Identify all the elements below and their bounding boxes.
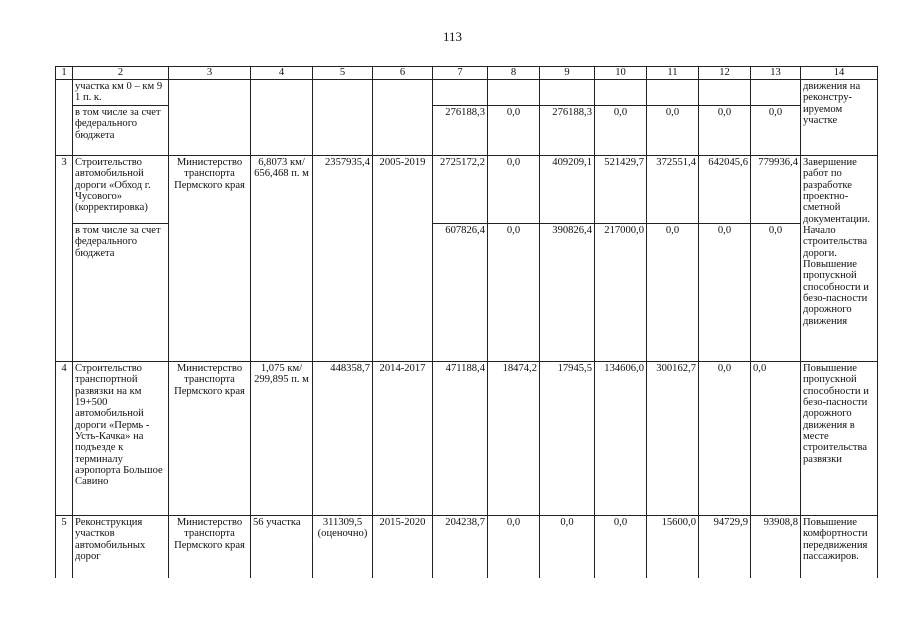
cell-value: 372551,4 (647, 156, 699, 224)
col-header: 13 (751, 67, 801, 80)
cell-name: в том числе за счет федерального бюджета (73, 224, 169, 362)
cell-org: Министерство транспорта Пермского края (169, 516, 251, 578)
cell-value: 94729,9 (699, 516, 751, 578)
col-header: 3 (169, 67, 251, 80)
cell-value: 0,0 (540, 516, 595, 578)
cell-value: 15600,0 (647, 516, 699, 578)
cell-effect: Завершение работ по разработке проектно-сметной документации. Начало строительства дороги. Повышение пропускной способности и безо-пасности дорожного движения (801, 156, 878, 362)
cell-value: 2725172,2 (433, 156, 488, 224)
cell-name: участка км 0 – км 9 1 п. к. (73, 80, 169, 106)
cell-value: 390826,4 (540, 224, 595, 362)
cell-value: 276188,3 (433, 106, 488, 156)
col-header: 9 (540, 67, 595, 80)
cell-capacity: 6,8073 км/ 656,468 п. м (251, 156, 313, 362)
col-header: 2 (73, 67, 169, 80)
cell-value: 204238,7 (433, 516, 488, 578)
cell-value: 779936,4 (751, 156, 801, 224)
col-header: 1 (56, 67, 73, 80)
cell-value: 0,0 (488, 224, 540, 362)
cell-value: 0,0 (595, 106, 647, 156)
col-header: 4 (251, 67, 313, 80)
cell-value: 0,0 (699, 106, 751, 156)
cell-cost: 448358,7 (313, 362, 373, 516)
col-header: 8 (488, 67, 540, 80)
cell-value: 0,0 (699, 224, 751, 362)
cell-value: 17945,5 (540, 362, 595, 516)
cell-num: 5 (56, 516, 73, 578)
table-row (56, 80, 878, 106)
cell-effect: Повышение комфортности передвижения пассажиров. (801, 516, 878, 578)
cell-value: 521429,7 (595, 156, 647, 224)
table-row (56, 156, 878, 224)
cell-value: 0,0 (488, 106, 540, 156)
table-row (56, 516, 878, 578)
cell-value: 0,0 (751, 224, 801, 362)
cell-cost: 311309,5 (оценочно) (313, 516, 373, 578)
column-number-row (56, 67, 878, 80)
cell-period: 2005-2019 (373, 156, 433, 362)
cell-value: 0,0 (699, 362, 751, 516)
cell-capacity: 1,075 км/ 299,895 п. м (251, 362, 313, 516)
cell-org: Министерство транспорта Пермского края (169, 362, 251, 516)
cell-value: 0,0 (488, 156, 540, 224)
cell-value: 0,0 (595, 516, 647, 578)
cell-org: Министерство транспорта Пермского края (169, 156, 251, 362)
cell-value: 471188,4 (433, 362, 488, 516)
cell-effect: движения на реконстру-ируемом участке (801, 80, 878, 156)
cell-value: 607826,4 (433, 224, 488, 362)
col-header: 14 (801, 67, 878, 80)
cell-num: 4 (56, 362, 73, 516)
cell-period: 2015-2020 (373, 516, 433, 578)
col-header: 6 (373, 67, 433, 80)
cell-value: 0,0 (751, 106, 801, 156)
col-header: 11 (647, 67, 699, 80)
cell-name: Реконструкция участков автомобильных дорог (73, 516, 169, 578)
cell-value: 300162,7 (647, 362, 699, 516)
col-header: 5 (313, 67, 373, 80)
col-header: 7 (433, 67, 488, 80)
cell-value: 642045,6 (699, 156, 751, 224)
col-header: 10 (595, 67, 647, 80)
financing-table (55, 66, 878, 578)
cell-period: 2014-2017 (373, 362, 433, 516)
page-number: 113 (442, 29, 463, 44)
cell-value: 276188,3 (540, 106, 595, 156)
cell-name: Строительство автомобильной дороги «Обход г. Чусового» (корректировка) (73, 156, 169, 224)
cell-value: 409209,1 (540, 156, 595, 224)
cell-name: Строительство транспортной развязки на км 19+500 автомобильной дороги «Пермь - Усть-Качка» на подъезде к терминалу аэропорта Большое Савино (73, 362, 169, 516)
cell-num: 3 (56, 156, 73, 362)
cell-value: 0,0 (647, 106, 699, 156)
table-row (56, 362, 878, 516)
col-header: 12 (699, 67, 751, 80)
cell-effect: Повышение пропускной способности и безо-пасности дорожного движения в месте строительства развязки (801, 362, 878, 516)
cell-value: 217000,0 (595, 224, 647, 362)
cell-value: 0,0 (647, 224, 699, 362)
cell-value: 18474,2 (488, 362, 540, 516)
cell-name: в том числе за счет федерального бюджета (73, 106, 169, 156)
cell-value: 93908,8 (751, 516, 801, 578)
cell-cost: 2357935,4 (313, 156, 373, 362)
cell-value: 0,0 (488, 516, 540, 578)
cell-value: 0,0 (751, 362, 801, 516)
cell-value: 134606,0 (595, 362, 647, 516)
cell-capacity: 56 участка (251, 516, 313, 578)
